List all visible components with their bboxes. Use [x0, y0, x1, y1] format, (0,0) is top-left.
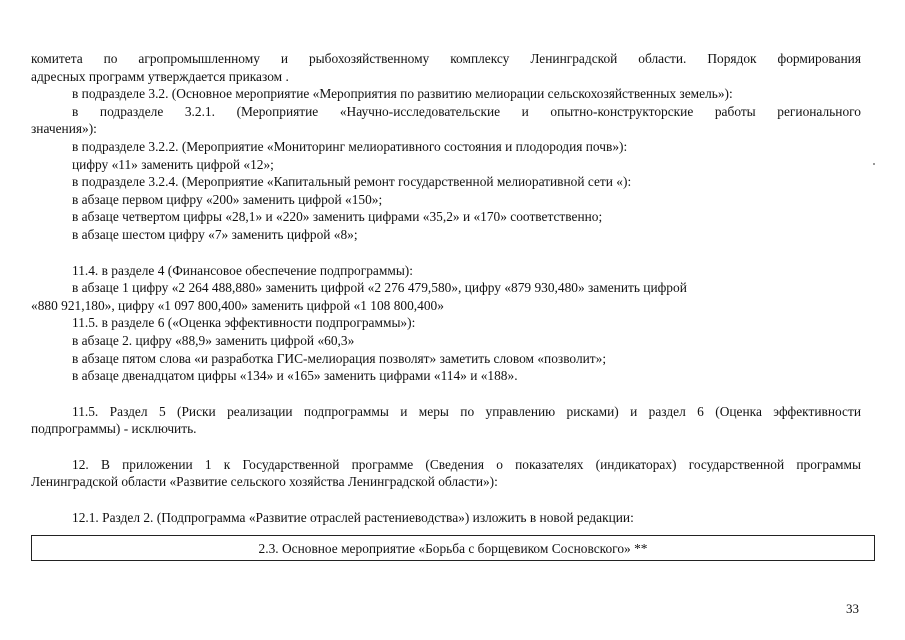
text-line: подпрограммы) - исключить.: [31, 421, 197, 437]
page-number: 33: [846, 601, 859, 616]
text-line: в подразделе 3.2.4. (Мероприятие «Капитальный ремонт государственной мелиоративной сети «):: [72, 174, 632, 190]
scan-speck: [873, 163, 875, 165]
text-line: в подразделе 3.2. (Основное мероприятие «Мероприятия по развитию мелиорации сельскохозяйственных земель»):: [72, 86, 733, 102]
text-line: Ленинградской области «Развитие сельского хозяйства Ленинградской области»):: [31, 474, 498, 490]
text-line: «880 921,180», цифру «1 097 800,400» заменить цифрой «1 108 800,400»: [31, 297, 444, 313]
text-line: 11.5. Раздел 5 (Риски реализации подпрограммы и меры по управлению рисками) и раздел 6 (Оценка эффективности: [72, 403, 861, 419]
text-line: 12.1. Раздел 2. (Подпрограмма «Развитие отраслей растениеводства») изложить в новой редакции:: [72, 510, 634, 526]
text-line: в абзаце двенадцатом цифры «134» и «165» заменить цифрами «114» и «188».: [72, 368, 518, 384]
text-line: комитета по агропромышленному и рыбохозяйственному комплексу Ленинградской области. Порядок формирования: [31, 51, 861, 66]
text-line: в абзаце шестом цифру «7» заменить цифрой «8»;: [72, 226, 358, 242]
text-line: в абзаце первом цифру «200» заменить цифрой «150»;: [72, 191, 383, 207]
text-line: значения»):: [31, 121, 97, 137]
text-line: в подразделе 3.2.2. (Мероприятие «Мониторинг мелиоративного состояния и плодородия почв»):: [72, 138, 628, 154]
text-line: 11.5. в разделе 6 («Оценка эффективности подпрограммы»):: [72, 315, 416, 331]
text-line: 11.4. в разделе 4 (Финансовое обеспечение подпрограммы):: [72, 262, 413, 278]
table-row-box: [31, 535, 875, 561]
text-line: цифру «11» заменить цифрой «12»;: [72, 156, 274, 172]
text-line: в подразделе 3.2.1. (Мероприятие «Научно-исследовательские и опытно-конструкторские работы регионального: [72, 103, 861, 119]
text-line: в абзаце 1 цифру «2 264 488,880» заменить цифрой «2 276 479,580», цифру «879 930,480» заменить цифрой: [72, 280, 687, 296]
text-line: 12. В приложении 1 к Государственной программе (Сведения о показателях (индикаторах) государственной программы: [72, 456, 861, 472]
document-body: [31, 50, 861, 527]
table-row-text: 2.3. Основное мероприятие «Борьба с борщевиком Сосновского» **: [258, 541, 648, 556]
text-line: в абзаце пятом слова «и разработка ГИС-мелиорация позволят» заметить словом «позволит»;: [72, 350, 607, 366]
text-line: адресных программ утверждается приказом .: [31, 68, 289, 84]
text-line: в абзаце четвертом цифры «28,1» и «220» заменить цифрами «35,2» и «170» соответственно;: [72, 209, 603, 225]
text-line: в абзаце 2. цифру «88,9» заменить цифрой «60,3»: [72, 332, 355, 348]
